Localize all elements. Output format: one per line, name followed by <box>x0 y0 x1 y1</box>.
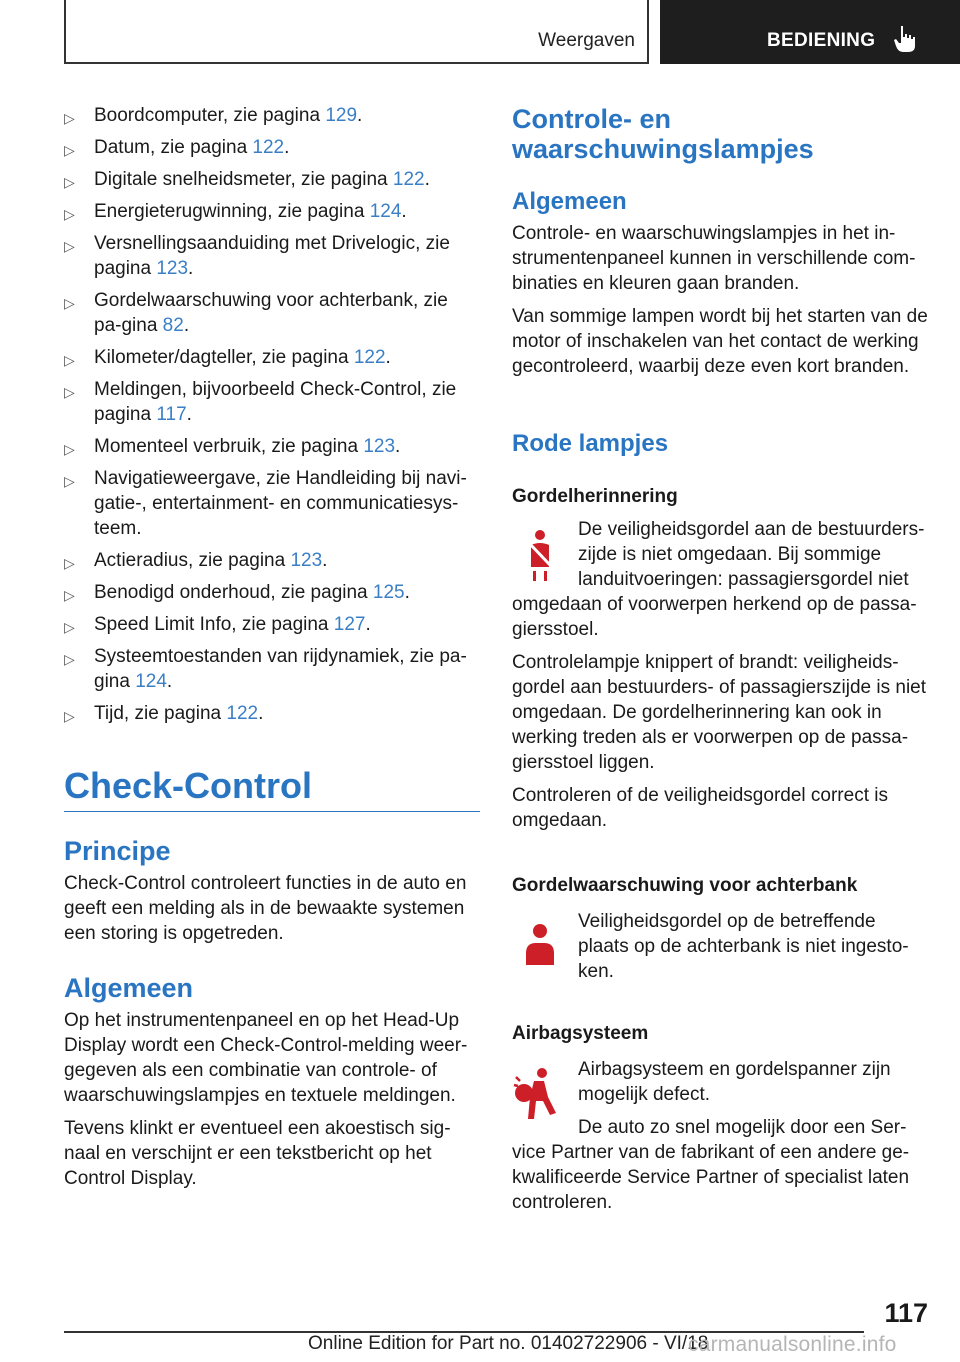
list-item-end: . <box>258 703 264 724</box>
edition-text: Online Edition for Part no. 01402722906 - VI/18 <box>308 1333 709 1354</box>
algemeen-right-section <box>512 188 928 379</box>
list-item-end: . <box>385 347 391 368</box>
bullet-triangle-icon: ▷ <box>64 708 75 724</box>
bullet-triangle-icon: ▷ <box>64 295 75 311</box>
bullet-triangle-icon: ▷ <box>64 587 75 603</box>
principe-section <box>64 835 480 946</box>
list-item <box>64 103 480 128</box>
gordel-p3: Controleren of de veiligheidsgordel correct is omgedaan. <box>512 785 888 831</box>
page-link[interactable]: 123 <box>363 436 396 457</box>
bullet-triangle-icon: ▷ <box>64 619 75 635</box>
list-item-text: Speed Limit Info, zie pagina <box>94 614 334 635</box>
page-link[interactable]: 127 <box>333 614 366 635</box>
list-item <box>64 580 480 605</box>
bullet-triangle-icon: ▷ <box>64 142 75 158</box>
list-item-text: Systeemtoestanden van rijdynamiek, zie pa‐gina <box>94 646 467 692</box>
list-item-text: Digitale snelheidsmeter, zie pagina <box>94 169 393 190</box>
airbag-warning-icon <box>512 1067 562 1123</box>
list-item-end: . <box>322 550 328 571</box>
list-item <box>64 548 480 573</box>
page-link[interactable]: 122 <box>353 347 386 368</box>
gordel-warning-row <box>512 517 928 592</box>
list-item <box>64 701 480 726</box>
bullet-triangle-icon: ▷ <box>64 352 75 368</box>
list-item-text: Datum, zie pagina <box>94 137 253 158</box>
list-item-text: Momenteel verbruik, zie pagina <box>94 436 364 457</box>
bullet-triangle-icon: ▷ <box>64 174 75 190</box>
page-link[interactable]: 129 <box>325 105 358 126</box>
list-item <box>64 466 480 541</box>
algemeen-right-heading: Algemeen <box>512 188 627 215</box>
gordel-icon-text: De veiligheidsgordel aan de bestuurders‐zijde is niet omgedaan. Bij sommige landuitvoeringen: passagiersgordel niet <box>578 519 925 590</box>
algemeen-left-heading: Algemeen <box>64 973 194 1003</box>
gordel-p2: Controlelampje knippert of brandt: veiligheids‐gordel aan bestuurders- of passagierszijde is niet omgedaan. De gordelherinnering kan ook in werking treden als er voorwerpen op de passa‐giersstoel liggen. <box>512 652 927 773</box>
page-link[interactable]: 123 <box>156 258 189 279</box>
page-link[interactable]: 82 <box>162 315 184 336</box>
list-item-end: . <box>183 315 190 336</box>
list-item-end: . <box>166 671 173 692</box>
achterbank-warning-row <box>512 909 928 984</box>
seatbelt-warning-icon <box>512 527 562 583</box>
list-item-text: Boordcomputer, zie pagina <box>94 105 326 126</box>
page-link[interactable]: 124 <box>369 201 402 222</box>
airbag-text1: Airbagsysteem en gordelspanner zijn mogelijk defect. <box>578 1059 891 1105</box>
gordel-continuation: omgedaan of voorwerpen herkend op de passa‐giersstoel. <box>512 594 917 640</box>
list-item-end: . <box>395 436 401 457</box>
list-item <box>64 199 480 224</box>
list-item-text: Meldingen, bijvoorbeeld Check-Control, zie pagina <box>94 379 457 425</box>
list-item-text: Gordelwaarschuwing voor achterbank, zie pa‐gina <box>94 290 448 336</box>
bullet-triangle-icon: ▷ <box>64 473 75 489</box>
page-link[interactable]: 122 <box>226 703 259 724</box>
page-link[interactable]: 124 <box>135 671 167 692</box>
list-item <box>64 377 480 427</box>
list-item <box>64 288 480 338</box>
airbag-text-block <box>578 1057 928 1140</box>
gordelherinnering-section <box>512 484 928 833</box>
bullet-triangle-icon: ▷ <box>64 441 75 457</box>
section-title: Weergaven <box>538 30 635 51</box>
algemeen-left-p1: Op het instrumentenpaneel en op het Head-Up Display wordt een Check-Control-melding weer‐gegeven als een combinatie van controle- of waarschuwingslampjes en textuele meldingen. <box>64 1010 468 1106</box>
chapter-tab <box>660 0 960 64</box>
bullet-triangle-icon: ▷ <box>64 555 75 571</box>
list-item-text: Energieterugwinning, zie pagina <box>94 201 370 222</box>
achterbank-section <box>512 873 928 984</box>
lamps-title: Controle- en waarschuwingslampjes <box>512 104 814 164</box>
bullet-triangle-icon: ▷ <box>64 110 75 126</box>
achterbank-text: Veiligheidsgordel op de betreffende plaats op de achterbank is niet ingesto‐ken. <box>578 911 909 982</box>
bullet-triangle-icon: ▷ <box>64 651 75 667</box>
airbag-section <box>512 1021 928 1215</box>
page-link[interactable]: 125 <box>372 582 405 603</box>
airbag-continuation: vice Partner van de fabrikant of een andere ge‐kwalificeerde Service Partner of specialist laten controleren. <box>512 1142 910 1213</box>
list-item <box>64 434 480 459</box>
list-item-text: Tijd, zie pagina <box>94 703 227 724</box>
list-item-end: . <box>424 169 430 190</box>
airbag-text2: De auto zo snel mogelijk door een Ser‐ <box>578 1117 907 1138</box>
list-item <box>64 644 480 694</box>
page-number: 117 <box>884 1298 928 1328</box>
page-link[interactable]: 122 <box>392 169 425 190</box>
principe-heading: Principe <box>64 836 171 866</box>
algemeen-right-p2: Van sommige lampen wordt bij het starten van de motor of inschakelen van het contact de werking gecontroleerd, waarbij deze even kort branden. <box>512 306 928 377</box>
list-item <box>64 612 480 637</box>
list-item-text: Navigatieweergave, zie Handleiding bij navi‐gatie-, entertainment- en communicatiesys‐teem. <box>94 468 467 539</box>
list-item-text: Versnellingsaanduiding met Drivelogic, zie pagina <box>94 233 450 279</box>
rear-seatbelt-icon <box>512 919 562 975</box>
rode-lampjes-heading: Rode lampjes <box>512 430 669 457</box>
airbag-heading: Airbagsysteem <box>512 1023 649 1044</box>
page-link[interactable]: 123 <box>290 550 323 571</box>
list-item-end: . <box>186 404 192 425</box>
algemeen-left-p2: Tevens klinkt er eventueel een akoestisch sig‐naal en verschijnt er een tekstbericht op het Control Display. <box>64 1118 451 1189</box>
list-item-end: . <box>188 258 194 279</box>
display-items-list <box>64 103 480 733</box>
list-item <box>64 167 480 192</box>
list-item-end: . <box>401 201 407 222</box>
algemeen-left-section <box>64 972 480 1191</box>
list-item <box>64 231 480 281</box>
list-item-text: Benodigd onderhoud, zie pagina <box>94 582 373 603</box>
principe-text: Check-Control controleert functies in de auto en geeft een melding als in de bewaakte systemen een storing is opgetreden. <box>64 873 467 944</box>
list-item-end: . <box>365 614 371 635</box>
list-item-text: Kilometer/dagteller, zie pagina <box>94 347 354 368</box>
page-header <box>0 0 960 66</box>
gordelherinnering-heading: Gordelherinnering <box>512 486 678 507</box>
page-link[interactable]: 122 <box>252 137 285 158</box>
page-link[interactable]: 117 <box>156 404 187 425</box>
list-item <box>64 345 480 370</box>
bullet-triangle-icon: ▷ <box>64 238 75 254</box>
bullet-triangle-icon: ▷ <box>64 206 75 222</box>
check-control-title: Check-Control <box>64 765 480 812</box>
list-item-end: . <box>284 137 290 158</box>
list-item-end: . <box>357 105 363 126</box>
chapter-title: BEDIENING <box>767 30 876 51</box>
algemeen-right-p1: Controle- en waarschuwingslampjes in het in‐strumentenpaneel kunnen in verschillende com‐binaties en kleuren gaan branden. <box>512 223 916 294</box>
list-item-end: . <box>404 582 410 603</box>
bullet-triangle-icon: ▷ <box>64 384 75 400</box>
pointing-hand-icon <box>892 24 918 54</box>
section-tab <box>64 0 649 64</box>
achterbank-heading: Gordelwaarschuwing voor achterbank <box>512 875 858 896</box>
list-item-text: Actieradius, zie pagina <box>94 550 291 571</box>
watermark: carmanualsonline.info <box>688 1333 897 1356</box>
list-item <box>64 135 480 160</box>
airbag-warning-row <box>512 1057 928 1140</box>
